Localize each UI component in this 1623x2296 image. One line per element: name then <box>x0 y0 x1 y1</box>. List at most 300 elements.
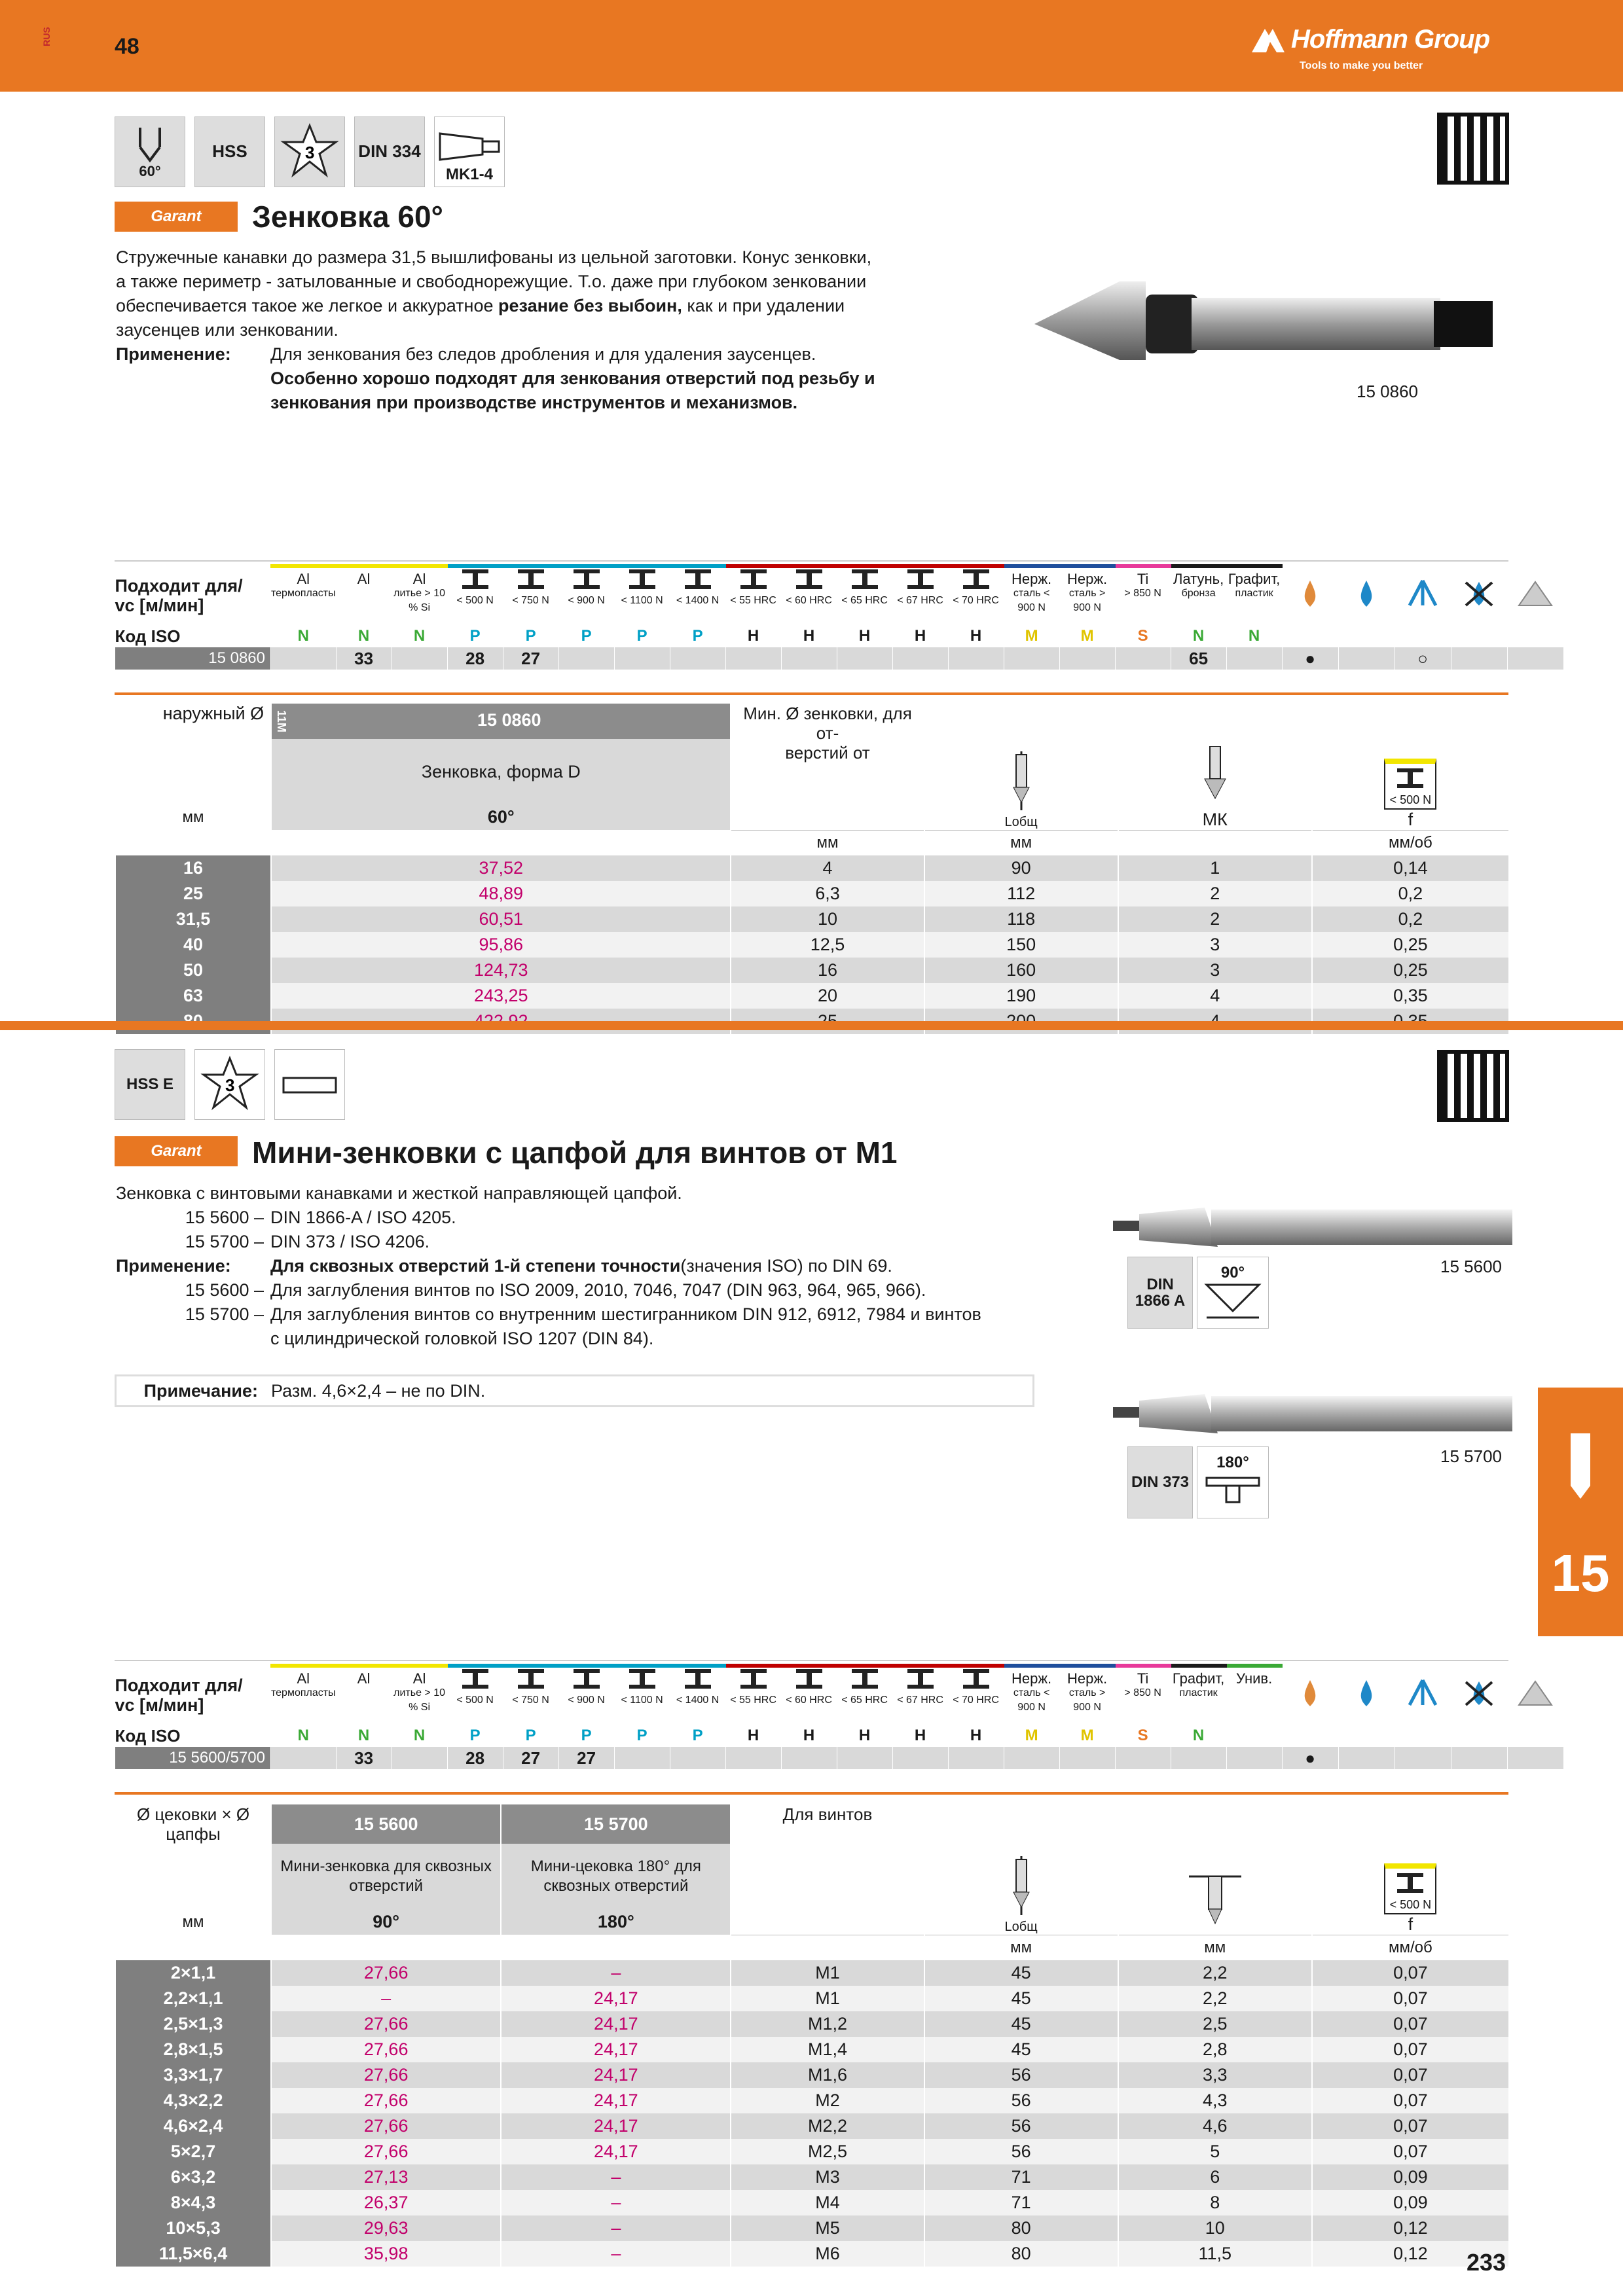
col-screws: Для винтов <box>731 1804 924 1935</box>
table-cell: 150 <box>924 932 1118 958</box>
table-row <box>115 881 1508 906</box>
iso-code: M <box>1004 625 1059 647</box>
language-tag: RUS <box>41 27 52 46</box>
cutting-speed <box>614 1747 670 1769</box>
iso-code <box>1226 1725 1282 1747</box>
iso-code: N <box>271 625 337 647</box>
price-cell[interactable]: 27,13 <box>271 2164 501 2190</box>
universal-icon <box>1507 1666 1563 1725</box>
iso-code: N <box>1171 1725 1226 1747</box>
flutes-3-icon <box>194 1049 265 1120</box>
steel-beam-icon <box>626 1668 659 1690</box>
table-cell: 16 <box>731 958 924 983</box>
svg-text:3: 3 <box>305 143 315 162</box>
din-1866-badge: DIN 1866 A 90° <box>1127 1257 1269 1329</box>
price-cell[interactable]: 27,66 <box>271 2088 501 2113</box>
iso-code: P <box>447 625 503 647</box>
cutting-speed <box>837 647 892 670</box>
table-cell: 0,14 <box>1312 855 1508 881</box>
suitability-header: Подходит для/ vc [м/мин] <box>115 576 243 615</box>
coolant-indicator: ● <box>1282 647 1338 670</box>
table-cell: 25 <box>115 881 271 906</box>
product-table-2 <box>115 1804 1508 2267</box>
table-cell: 0,07 <box>1312 2113 1508 2139</box>
iso-code: N <box>1171 625 1226 647</box>
price-cell[interactable]: – <box>501 2190 731 2215</box>
steel-beam-icon <box>904 1668 937 1690</box>
table-cell: 45 <box>924 1986 1118 2011</box>
image-code-2: 15 5600 <box>1440 1257 1502 1276</box>
length-icon <box>1002 751 1041 810</box>
table-cell: 5×2,7 <box>115 2139 271 2164</box>
table-cell: 40 <box>115 932 271 958</box>
table-cell: 63 <box>115 983 271 1009</box>
price-cell[interactable]: 24,17 <box>501 2113 731 2139</box>
table-row <box>115 2164 1508 2190</box>
price-cell[interactable]: 27,66 <box>271 1960 501 1986</box>
cutting-speed: 27 <box>503 647 558 670</box>
mat2-bottom-line <box>115 1792 1508 1795</box>
material-col: Al литье > 10 % Si <box>392 1666 447 1725</box>
material-col: < 67 HRC <box>892 566 948 625</box>
material-col: < 750 N <box>503 1666 558 1725</box>
note-box: Примечание: Разм. 4,6×2,4 – не по DIN. <box>115 1374 1034 1407</box>
table-cell: 45 <box>924 2037 1118 2062</box>
cutting-speed <box>781 647 837 670</box>
iso-code: M <box>1059 1725 1115 1747</box>
table-row <box>115 2241 1508 2267</box>
table-cell: 80 <box>924 2241 1118 2267</box>
table-cell: 2,2×1,1 <box>115 1986 271 2011</box>
table-cell: 56 <box>924 2139 1118 2164</box>
table-cell: 6×3,2 <box>115 2164 271 2190</box>
cutting-speed <box>1059 1747 1115 1769</box>
feature-icons <box>115 117 505 187</box>
material-col: Унив. <box>1226 1666 1282 1725</box>
steel-beam-icon <box>737 1668 770 1690</box>
price-cell[interactable]: 37,52 <box>271 855 731 881</box>
coolant-water-icon <box>1338 1666 1395 1725</box>
material-col: < 65 HRC <box>837 1666 892 1725</box>
article-code-header: 11M 15 0860 <box>271 704 731 739</box>
table-cell: 45 <box>924 1960 1118 1986</box>
material-col: < 750 N <box>503 566 558 625</box>
section1-title: Зенковка 60° <box>252 200 443 234</box>
material-col: Al <box>336 566 392 625</box>
cutting-speed <box>614 647 670 670</box>
table-cell: 190 <box>924 983 1118 1009</box>
table-cell: 3 <box>1118 932 1312 958</box>
table-row <box>115 1960 1508 1986</box>
table-cell: 0,2 <box>1312 881 1508 906</box>
price-cell[interactable]: 95,86 <box>271 932 731 958</box>
table-cell: 56 <box>924 2062 1118 2088</box>
material-col: < 1100 N <box>614 1666 670 1725</box>
table-cell: 10 <box>1118 2215 1312 2241</box>
image-code-3: 15 5700 <box>1440 1446 1502 1466</box>
garant-logo: Garant <box>115 202 238 232</box>
brand-logo: Hoffmann Group <box>1250 25 1489 54</box>
steel-beam-icon <box>793 1668 826 1690</box>
cutting-speed <box>392 647 447 670</box>
table-cell: 1 <box>1118 855 1312 881</box>
iso-code: N <box>336 625 392 647</box>
cutting-speed <box>837 1747 892 1769</box>
price-cell[interactable]: – <box>501 2215 731 2241</box>
table-row <box>115 2139 1508 2164</box>
qr-code-1[interactable] <box>1437 113 1509 185</box>
table-cell: 3,3 <box>1118 2062 1312 2088</box>
cutting-speed <box>1226 1747 1282 1769</box>
price-cell[interactable]: 24,17 <box>501 2139 731 2164</box>
coolant-spray-icon <box>1395 1666 1451 1725</box>
coolant-indicator <box>1395 1747 1451 1769</box>
mat-top-line <box>115 560 1508 562</box>
table-cell: 90 <box>924 855 1118 881</box>
coolant-water-icon <box>1338 566 1395 625</box>
table-row <box>115 1986 1508 2011</box>
price-cell[interactable]: 24,17 <box>501 2088 731 2113</box>
price-cell[interactable]: 24,17 <box>501 2011 731 2037</box>
material-col: < 500 N <box>447 566 503 625</box>
page-number-left: 48 <box>115 34 139 59</box>
price-cell[interactable]: 27,66 <box>271 2011 501 2037</box>
iso-code: S <box>1115 1725 1171 1747</box>
table-cell: 56 <box>924 2088 1118 2113</box>
price-cell[interactable]: 48,89 <box>271 881 731 906</box>
table-row <box>115 932 1508 958</box>
iso-code: H <box>781 1725 837 1747</box>
iso-code: H <box>781 625 837 647</box>
page-number-right: 233 <box>1467 2249 1506 2276</box>
col-pilot <box>1118 1804 1312 1935</box>
table-cell: 20 <box>731 983 924 1009</box>
material-table-2 <box>115 1664 1563 1769</box>
table-cell: 4 <box>731 855 924 881</box>
col-feed: < 500 N f <box>1312 704 1508 830</box>
feature-icons-2 <box>115 1049 345 1120</box>
angle-180-icon: 180° <box>1197 1446 1269 1518</box>
unit-mm: мм <box>731 830 924 855</box>
suitability-header: Подходит для/ vc [м/мин] <box>115 1676 243 1715</box>
table-row <box>115 983 1508 1009</box>
col-outer-diameter: наружный Ø <box>115 704 271 739</box>
cutting-speed <box>1226 647 1282 670</box>
price-cell[interactable]: 29,63 <box>271 2215 501 2241</box>
garant-logo: Garant <box>115 1136 238 1166</box>
table-cell: 2×1,1 <box>115 1960 271 1986</box>
table-row <box>115 2011 1508 2037</box>
price-cell[interactable]: – <box>501 2164 731 2190</box>
cutting-speed: 65 <box>1171 647 1226 670</box>
steel-beam-icon <box>570 568 603 590</box>
unit-mm: мм <box>115 804 271 830</box>
material-col: Al литье > 10 % Si <box>392 566 447 625</box>
price-cell[interactable]: 24,17 <box>501 1986 731 2011</box>
cutting-speed: 27 <box>503 1747 558 1769</box>
price-cell[interactable]: 24,17 <box>501 2037 731 2062</box>
unit-mm: мм <box>924 1935 1118 1960</box>
iso-code: H <box>837 625 892 647</box>
table-cell: 4,3×2,2 <box>115 2088 271 2113</box>
material-col: < 67 HRC <box>892 1666 948 1725</box>
material-col: < 1100 N <box>614 566 670 625</box>
cutting-speed <box>558 647 614 670</box>
material-col: Нерж. сталь > 900 N <box>1059 1666 1115 1725</box>
cutting-speed <box>1115 647 1171 670</box>
table-cell: 118 <box>924 906 1118 932</box>
iso-code: P <box>670 1725 725 1747</box>
price-cell[interactable]: – <box>501 2241 731 2267</box>
material-steel-500-icon: < 500 N <box>1384 759 1436 810</box>
cutting-speed <box>1059 647 1115 670</box>
iso-code: M <box>1059 625 1115 647</box>
iso-code: P <box>614 1725 670 1747</box>
qr-code-2[interactable] <box>1437 1050 1509 1122</box>
coolant-indicator: ○ <box>1395 647 1451 670</box>
col-length-2: Lобщ <box>924 1804 1118 1935</box>
flutes-3-icon <box>274 117 345 187</box>
iso-code: H <box>725 1725 781 1747</box>
material-col: Графит, пластик <box>1226 566 1282 625</box>
material-col: < 500 N <box>447 1666 503 1725</box>
table-cell: 2 <box>1118 881 1312 906</box>
product-name-2: Мини-цековка 180° для сквозных отверстий <box>501 1844 731 1909</box>
cutting-speed <box>948 647 1004 670</box>
steel-beam-icon <box>682 1668 714 1690</box>
universal-icon <box>1507 566 1563 625</box>
table-cell: 0,09 <box>1312 2164 1508 2190</box>
material-col: < 70 HRC <box>948 566 1004 625</box>
table-cell: 11,5×6,4 <box>115 2241 271 2267</box>
hss-icon: HSS <box>194 117 265 187</box>
material-col: Нерж. сталь > 900 N <box>1059 566 1115 625</box>
steel-beam-icon <box>848 1668 881 1690</box>
table-cell: 112 <box>924 881 1118 906</box>
image-code-1: 15 0860 <box>1357 382 1418 401</box>
iso-code: H <box>948 625 1004 647</box>
col-mk: МК <box>1118 704 1312 830</box>
price-cell[interactable]: 24,17 <box>501 2062 731 2088</box>
cutting-speed: 28 <box>447 647 503 670</box>
cylindrical-shank-icon <box>274 1049 345 1120</box>
coolant-drop-icon <box>1282 1666 1338 1725</box>
table-cell: M1,4 <box>731 2037 924 2062</box>
steel-beam-icon <box>459 568 492 590</box>
table-cell: 45 <box>924 2011 1118 2037</box>
angle-90-icon: 90° <box>1197 1257 1269 1329</box>
angle-180-label: 180° <box>501 1909 731 1935</box>
svg-text:3: 3 <box>225 1075 235 1095</box>
price-cell[interactable]: 26,37 <box>271 2190 501 2215</box>
table-cell: 2,2 <box>1118 1986 1312 2011</box>
cutting-speed <box>670 647 725 670</box>
coolant-indicator <box>1338 1747 1395 1769</box>
table-cell: 160 <box>924 958 1118 983</box>
col-dimensions: Ø цековки × Ø цапфы <box>115 1804 271 1844</box>
cutting-speed: 28 <box>447 1747 503 1769</box>
cutting-speed <box>725 647 781 670</box>
angle-60-icon: 60° <box>115 117 185 187</box>
table-cell: 71 <box>924 2164 1118 2190</box>
table-cell: 31,5 <box>115 906 271 932</box>
price-cell[interactable]: 35,98 <box>271 2241 501 2267</box>
material-col: Ti > 850 N <box>1115 566 1171 625</box>
steel-beam-icon <box>682 568 714 590</box>
table-cell: 71 <box>924 2190 1118 2215</box>
cutting-speed <box>1171 1747 1226 1769</box>
table-cell: 0,12 <box>1312 2241 1508 2267</box>
mini-countersink-image-2 <box>1113 1391 1512 1440</box>
material-col: < 1400 N <box>670 1666 725 1725</box>
table-cell: 0,07 <box>1312 2011 1508 2037</box>
table-cell: 0,09 <box>1312 2190 1508 2215</box>
din-373-badge: DIN 373 180° <box>1127 1446 1269 1518</box>
price-cell[interactable]: 243,25 <box>271 983 731 1009</box>
iso-code: P <box>558 1725 614 1747</box>
table-row <box>115 958 1508 983</box>
iso-code: N <box>392 625 447 647</box>
steel-beam-icon <box>960 1668 993 1690</box>
section-separator <box>0 1021 1623 1030</box>
material-col: < 900 N <box>558 566 614 625</box>
col-length: Lобщ <box>924 704 1118 830</box>
unit-mm-rev: мм/об <box>1312 1935 1508 1960</box>
table-cell: 10×5,3 <box>115 2215 271 2241</box>
cutting-speed <box>271 647 337 670</box>
iso-code-label: Код ISO <box>115 1725 181 1746</box>
cutting-speed <box>392 1747 447 1769</box>
cutting-speed <box>725 1747 781 1769</box>
coolant-drop-icon <box>1282 566 1338 625</box>
table-cell: 8×4,3 <box>115 2190 271 2215</box>
iso-code-label: Код ISO <box>115 626 181 646</box>
table-cell: 0,07 <box>1312 1960 1508 1986</box>
table-cell: 2,5 <box>1118 2011 1312 2037</box>
section1-description: Стружечные канавки до размера 31,5 вышлифованы из цельной заготовки. Конус зенковки, а также периметр - затылованные и свободнорежущие. Т.о. даже при глубоком зенковании обеспечивается такое же легкое и аккуратное резание без выбоин, как и при удалении заусенцев или зенковании. Применение: Для зенкования без следов дробления и для удаления заусенцев. Особенно хорошо подходят для зенкования отверстий под резьбу и зенкования при производстве инструментов и механизмов. <box>116 247 875 412</box>
table-row <box>115 855 1508 881</box>
table-cell: 12,5 <box>731 932 924 958</box>
price-cell[interactable]: 60,51 <box>271 906 731 932</box>
table-row <box>115 2113 1508 2139</box>
material-col: < 60 HRC <box>781 566 837 625</box>
table-cell: 4 <box>1118 983 1312 1009</box>
chapter-tab[interactable]: 15 <box>1538 1388 1623 1636</box>
price-cell[interactable]: – <box>271 1986 501 2011</box>
article-code-1: 15 5600 <box>271 1804 501 1844</box>
iso-code: H <box>892 625 948 647</box>
table-row <box>115 2215 1508 2241</box>
price-cell[interactable]: 27,66 <box>271 2062 501 2088</box>
mini-countersink-image-1 <box>1113 1204 1512 1253</box>
price-cell[interactable]: – <box>501 1960 731 1986</box>
material-col: < 70 HRC <box>948 1666 1004 1725</box>
material-col: Al термопласты <box>271 1666 337 1725</box>
price-cell[interactable]: 27,66 <box>271 2139 501 2164</box>
table-cell: 2 <box>1118 906 1312 932</box>
coolant-indicator <box>1338 647 1395 670</box>
iso-code: N <box>271 1725 337 1747</box>
row-article-code: 15 0860 <box>115 647 271 670</box>
price-cell[interactable]: 27,66 <box>271 2113 501 2139</box>
steel-beam-icon <box>737 568 770 590</box>
steel-beam-icon <box>515 568 547 590</box>
col-min-diameter: Мин. Ø зенковки, для от- верстий от <box>731 704 924 830</box>
table-row <box>115 2088 1508 2113</box>
cutting-speed <box>670 1747 725 1769</box>
material-col: Латунь, бронза <box>1171 566 1226 625</box>
row-article-code: 15 5600/5700 <box>115 1747 271 1769</box>
section2-title: Мини-зенковки с цапфой для винтов от M1 <box>252 1136 898 1170</box>
col-feed-2: < 500 N f <box>1312 1804 1508 1935</box>
table-row <box>115 2037 1508 2062</box>
cutting-speed <box>271 1747 337 1769</box>
coolant-spray-icon <box>1395 566 1451 625</box>
pilot-icon <box>1189 1871 1241 1930</box>
cutting-speed: 33 <box>336 647 392 670</box>
unit-mm: мм <box>115 1909 271 1935</box>
table-cell: 56 <box>924 2113 1118 2139</box>
material-col: Нерж. сталь < 900 N <box>1004 1666 1059 1725</box>
steel-beam-icon <box>848 568 881 590</box>
cutting-speed <box>948 1747 1004 1769</box>
iso-code: H <box>948 1725 1004 1747</box>
table-cell: M2,5 <box>731 2139 924 2164</box>
cutting-speed: 33 <box>336 1747 392 1769</box>
price-cell[interactable]: 124,73 <box>271 958 731 983</box>
material-col: Al термопласты <box>271 566 337 625</box>
table-cell: 0,12 <box>1312 2215 1508 2241</box>
table-cell: 11,5 <box>1118 2241 1312 2267</box>
iso-code: H <box>892 1725 948 1747</box>
drill-icon <box>1564 1433 1597 1511</box>
table-cell: 0,07 <box>1312 2037 1508 2062</box>
table-cell: M3 <box>731 2164 924 2190</box>
cutting-speed <box>1004 647 1059 670</box>
product-table-1 <box>115 704 1508 1034</box>
iso-code: P <box>670 625 725 647</box>
steel-beam-icon <box>570 1668 603 1690</box>
article-code-2: 15 5700 <box>501 1804 731 1844</box>
product-name: Зенковка, форма D <box>271 739 731 804</box>
material-col: < 1400 N <box>670 566 725 625</box>
coolant-indicator: ● <box>1282 1747 1338 1769</box>
dry-machining-icon <box>1451 1666 1507 1725</box>
brand-tagline: Tools to make you better <box>1300 60 1423 71</box>
table-cell: 4,6 <box>1118 2113 1312 2139</box>
iso-code: N <box>392 1725 447 1747</box>
steel-beam-icon <box>793 568 826 590</box>
unit-mm: мм <box>1118 1935 1312 1960</box>
table-cell: M1,6 <box>731 2062 924 2088</box>
table-cell: 0,25 <box>1312 958 1508 983</box>
material-col: < 65 HRC <box>837 566 892 625</box>
cutting-speed <box>892 647 948 670</box>
table-cell: 0,07 <box>1312 2062 1508 2088</box>
table-cell: M5 <box>731 2215 924 2241</box>
cutting-speed <box>1004 1747 1059 1769</box>
price-cell[interactable]: 27,66 <box>271 2037 501 2062</box>
material-col: Al <box>336 1666 392 1725</box>
table-cell: M6 <box>731 2241 924 2267</box>
table-cell: 0,25 <box>1312 932 1508 958</box>
steel-beam-icon <box>904 568 937 590</box>
table-cell: M1,2 <box>731 2011 924 2037</box>
iso-code: P <box>503 1725 558 1747</box>
table-cell: 2,5×1,3 <box>115 2011 271 2037</box>
table-cell: 50 <box>115 958 271 983</box>
unit-mm-rev: мм/об <box>1312 830 1508 855</box>
